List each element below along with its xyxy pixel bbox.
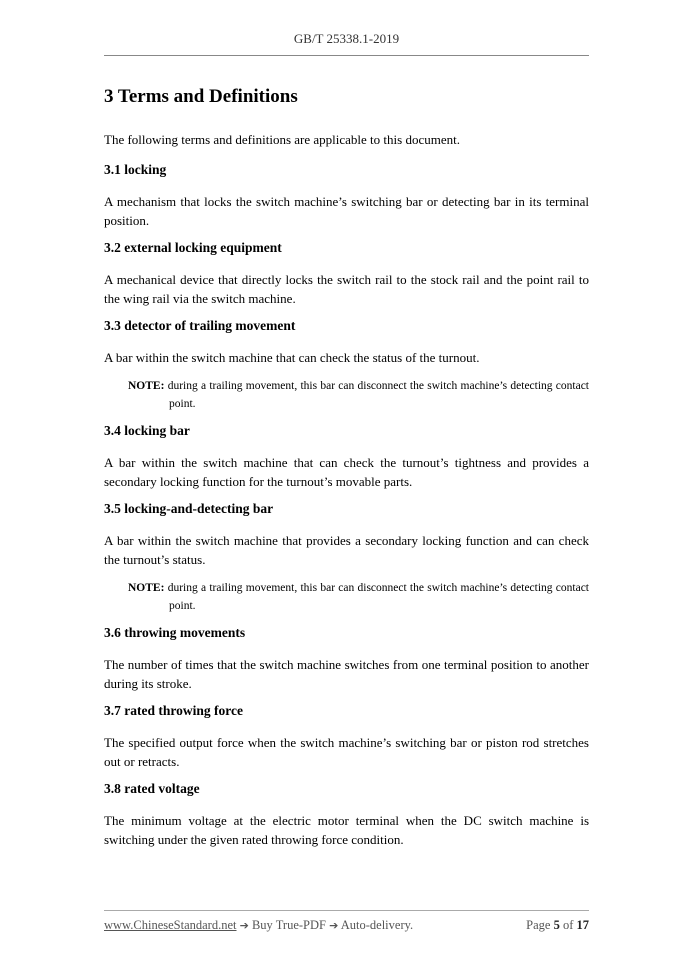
term-title: 3.1 locking	[104, 162, 167, 177]
note-label: NOTE:	[128, 380, 165, 392]
of-label: of	[562, 918, 574, 932]
term-definition: A bar within the switch machine that can check the turnout’s tightness and provides a secondary locking function for the turnout’s movable parts.	[104, 455, 589, 489]
term-entry	[104, 779, 589, 849]
note-label: NOTE:	[128, 582, 165, 594]
footer-divider	[104, 910, 589, 911]
term-title: 3.2 external locking equipment	[104, 240, 282, 255]
term-title: 3.8 rated voltage	[104, 781, 200, 796]
document-header: GB/T 25338.1-2019	[293, 31, 400, 46]
footer-promo	[104, 918, 413, 933]
total-pages: 17	[576, 918, 589, 932]
current-page: 5	[553, 918, 560, 932]
term-title: 3.5 locking-and-detecting bar	[104, 501, 274, 516]
term-entry	[104, 316, 589, 413]
note-text: during a trailing movement, this bar can disconnect the switch machine’s detecting contact point.	[167, 582, 590, 612]
arrow-right-icon: ➔	[329, 919, 339, 932]
term-entry	[104, 160, 589, 230]
term-note	[128, 579, 589, 615]
page-number	[526, 918, 589, 933]
section-title: 3 Terms and Definitions	[104, 86, 298, 107]
footer-text-delivery: Auto-delivery.	[340, 918, 414, 932]
term-entry	[104, 238, 589, 308]
arrow-right-icon: ➔	[239, 919, 249, 932]
footer-text-buy: Buy True-PDF	[251, 918, 326, 932]
term-title: 3.7 rated throwing force	[104, 703, 243, 718]
document-footer	[104, 918, 589, 933]
section-intro: The following terms and definitions are applicable to this document.	[104, 132, 460, 147]
website-link[interactable]: www.ChineseStandard.net	[104, 918, 237, 932]
term-definition: A mechanical device that directly locks the switch rail to the stock rail and the point rail to the wing rail via the switch machine.	[104, 272, 589, 306]
term-definition: A bar within the switch machine that can check the status of the turnout.	[104, 350, 480, 365]
term-definition: The number of times that the switch machine switches from one terminal position to another during its stroke.	[104, 657, 589, 691]
term-note	[128, 377, 589, 413]
term-definition: The minimum voltage at the electric motor terminal when the DC switch machine is switching under the given rated throwing force condition.	[104, 813, 589, 847]
term-entry	[104, 421, 589, 491]
term-definition: The specified output force when the switch machine’s switching bar or piston rod stretches out or retracts.	[104, 735, 589, 769]
term-entry	[104, 499, 589, 615]
document-body	[104, 86, 589, 857]
term-definition: A mechanism that locks the switch machine’s switching bar or detecting bar in its terminal position.	[104, 194, 589, 228]
term-title: 3.6 throwing movements	[104, 625, 246, 640]
header-divider	[104, 55, 589, 56]
note-text: during a trailing movement, this bar can disconnect the switch machine’s detecting contact point.	[167, 380, 590, 410]
term-definition: A bar within the switch machine that provides a secondary locking function and can check the turnout’s status.	[104, 533, 589, 567]
page-label: Page	[526, 918, 551, 932]
term-title: 3.3 detector of trailing movement	[104, 318, 296, 333]
term-entry	[104, 701, 589, 771]
term-title: 3.4 locking bar	[104, 423, 190, 438]
term-entry	[104, 623, 589, 693]
